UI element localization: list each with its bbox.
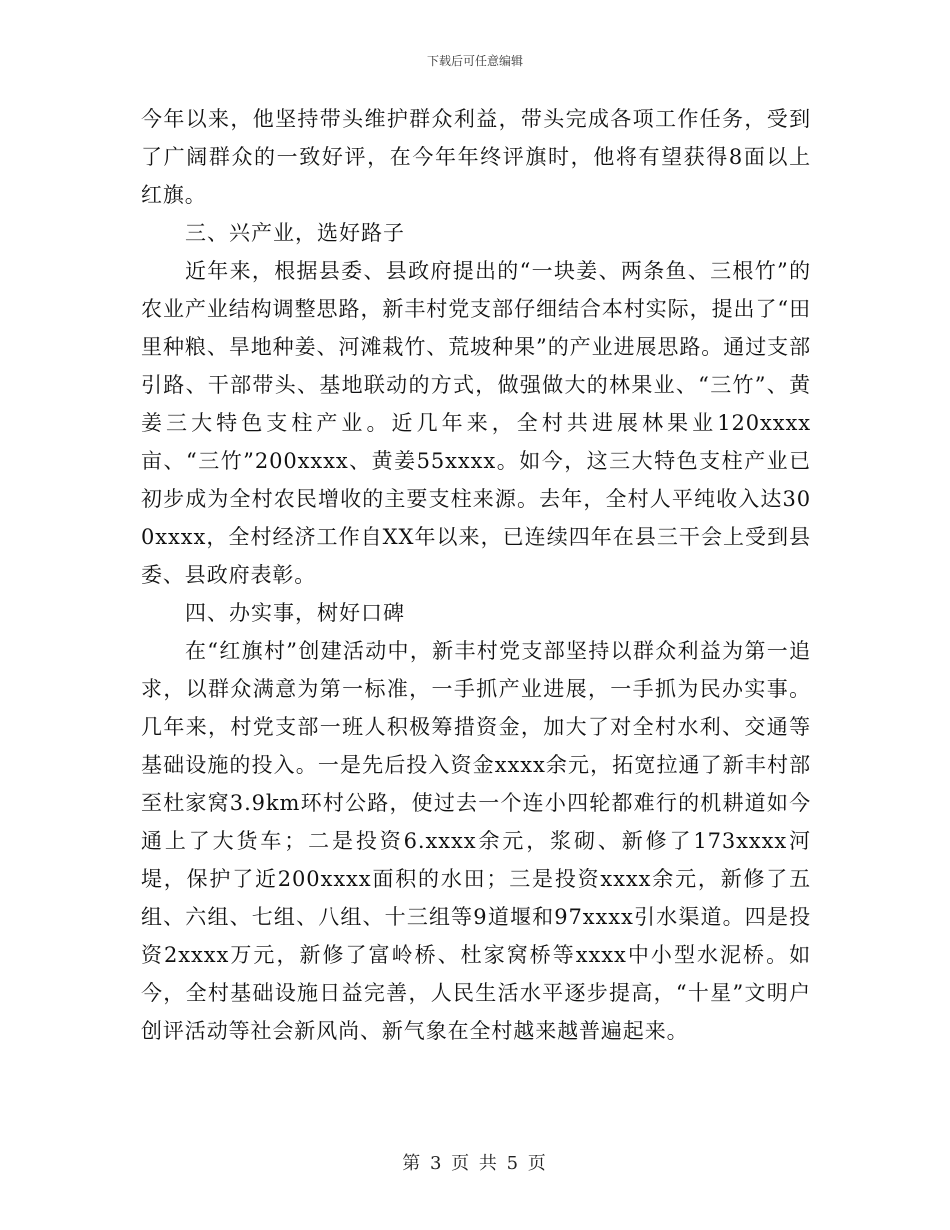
paragraph-section-3: 近年来，根据县委、县政府提出的“一块姜、两条鱼、三根竹”的农业产业结构调整思路，新丰村党支部仔细结合本村实际，提出了“田里种粮、旱地种姜、河滩栽竹、荒坡种果”的产业进展思路。通过支部引路、干部带头、基地联动的方式，做强做大的林果业、“三竹”、黄姜三大特色支柱产业。近几年来，全村共进展林果业120xxxx亩、“三竹”200xxxx、黄姜55xxxx。如今，这三大特色支柱产业已初步成为全村农民增收的主要支柱来源。去年，全村人平纯收入达300xxxx，全村经济工作自XX年以来，已连续四年在县三干会上受到县委、县政府表彰。 — [141, 259, 811, 587]
page-header-note: 下载后可任意编辑 — [426, 54, 523, 68]
section-heading-4: 四、办实事，树好口碑 — [185, 601, 405, 625]
paragraph-section-4: 在“红旗村”创建活动中，新丰村党支部坚持以群众利益为第一追求，以群众满意为第一标准，一手抓产业进展，一手抓为民办实事。几年来，村党支部一班人积极筹措资金，加大了对全村水利、交通等基础设施的投入。一是先后投入资金xxxx余元，拓宽拉通了新丰村部至杜家窝3.9km环村公路，使过去一个连小四轮都难行的机耕道如今通上了大货车；二是投资6.xxxx余元，浆砌、新修了173xxxx河堤，保护了近200xxxx面积的水田；三是投资xxxx余元，新修了五组、六组、七组、八组、十三组等9道堰和97xxxx引水渠道。四是投资2xxxx万元，新修了富岭桥、杜家窝桥等xxxx中小型水泥桥。如今，全村基础设施日益完善，人民生活水平逐步提高，“十星”文明户创评活动等社会新风尚、新气象在全村越来越普遍起来。 — [141, 639, 811, 1043]
footer-current-page: 3 — [429, 1153, 444, 1174]
section-heading-3: 三、兴产业，选好路子 — [185, 221, 405, 245]
footer-suffix: 页 — [527, 1153, 548, 1174]
footer-total-pages: 5 — [506, 1153, 521, 1174]
document-body — [141, 100, 811, 1050]
paragraph-intro: 今年以来，他坚持带头维护群众利益，带头完成各项工作任务，受到了广阔群众的一致好评，在今年年终评旗时，他将有望获得8面以上红旗。 — [141, 107, 811, 207]
page-number-footer — [0, 1152, 950, 1176]
footer-prefix: 第 — [402, 1153, 423, 1174]
footer-middle: 页 共 — [451, 1153, 499, 1174]
